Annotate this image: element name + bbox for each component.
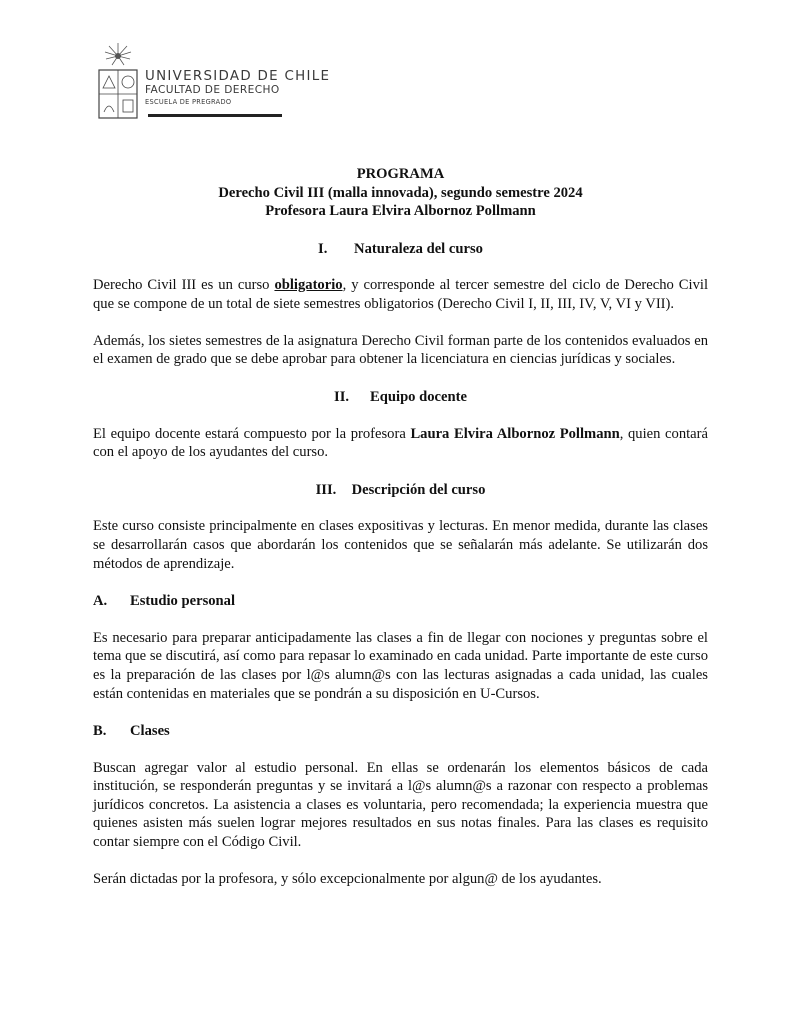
title-line-professor: Profesora Laura Elvira Albornoz Pollmann bbox=[265, 203, 536, 219]
section-title: Descripción del curso bbox=[351, 481, 486, 498]
document-title bbox=[93, 165, 708, 221]
paragraph-classes-1: Buscan agregar valor al estudio personal. En ellas se ordenarán los elementos básicos de cada institución, se responderán preguntas y se invitará a l@s alumn@s a razonar con respecto a problemas jurídicos concretos. La asistencia a clases es voluntaria, pero recomendada; la experiencia muestra que quienes asisten más suelen lograr mejores resultados en sus notas finales. Para las clases es requisito contar siempre con el Código Civil. bbox=[93, 759, 708, 851]
school-name: ESCUELA DE PREGRADO bbox=[145, 98, 232, 106]
section-heading-team bbox=[93, 388, 708, 407]
text-run: , quien contará con el apoyo de los ayudantes del curso. bbox=[93, 425, 708, 461]
professor-name: Laura Elvira Albornoz Pollmann bbox=[410, 425, 620, 442]
subsection-letter: B. bbox=[93, 722, 107, 739]
section-number: III. bbox=[315, 481, 337, 498]
emphasis-obligatorio: obligatorio bbox=[274, 277, 343, 294]
university-name: UNIVERSIDAD DE CHILE bbox=[145, 69, 331, 84]
text-run: , y corresponde al tercer semestre del ciclo de Derecho Civil que se compone de un total de siete semestres obligatorios (Derecho Civil I, II, III, IV, V, VI y VII). bbox=[93, 277, 709, 312]
document-body bbox=[93, 165, 708, 907]
subsection-heading-classes bbox=[93, 722, 708, 741]
subsection-heading-study bbox=[93, 592, 708, 611]
subsection-letter: A. bbox=[93, 592, 108, 609]
university-shield-icon bbox=[97, 42, 141, 122]
text-run: Derecho Civil III es un curso bbox=[93, 277, 275, 294]
paragraph-description: Este curso consiste principalmente en clases expositivas y lecturas. En menor medida, durante las clases se desarrollarán casos que abordarán los contenidos que se señalarán más adelante. Se utilizarán dos métodos de aprendizaje. bbox=[93, 518, 708, 572]
logo-text bbox=[145, 69, 330, 107]
section-title: Equipo docente bbox=[370, 388, 467, 405]
paragraph-team bbox=[93, 425, 708, 462]
section-heading-nature bbox=[93, 240, 708, 259]
section-title: Naturaleza del curso bbox=[354, 240, 483, 257]
paragraph-nature-1 bbox=[93, 276, 708, 313]
section-number: I. bbox=[318, 240, 328, 257]
section-heading-description bbox=[93, 481, 708, 500]
subsection-title: Clases bbox=[130, 722, 170, 739]
title-line-program: PROGRAMA bbox=[356, 166, 445, 182]
paragraph-classes-2: Serán dictadas por la profesora, y sólo excepcionalmente por algun@ de los ayudantes. bbox=[93, 871, 602, 888]
title-line-course: Derecho Civil III (malla innovada), segundo semestre 2024 bbox=[218, 184, 583, 201]
university-logo bbox=[97, 42, 331, 122]
section-number: II. bbox=[334, 388, 350, 405]
faculty-name: FACULTAD DE DERECHO bbox=[145, 84, 280, 96]
paragraph-nature-2: Además, los sietes semestres de la asignatura Derecho Civil forman parte de los contenidos evaluados en el examen de grado que se debe aprobar para obtener la licenciatura en ciencias jurídicas y sociales. bbox=[93, 332, 708, 368]
subsection-title: Estudio personal bbox=[130, 592, 236, 609]
paragraph-study: Es necesario para preparar anticipadamente las clases a fin de llegar con nociones y preguntas sobre el tema que se discutirá, así como para repasar lo examinado en cada unidad. Parte importante de este curso es la preparación de las clases por l@s alumn@s con las lecturas asignadas a cada unidad, las cuales están contenidas en materiales que se pondrán a su disposición en U-Cursos. bbox=[93, 629, 708, 702]
text-run: El equipo docente estará compuesto por la profesora bbox=[93, 425, 411, 442]
logo-underline bbox=[148, 114, 282, 117]
